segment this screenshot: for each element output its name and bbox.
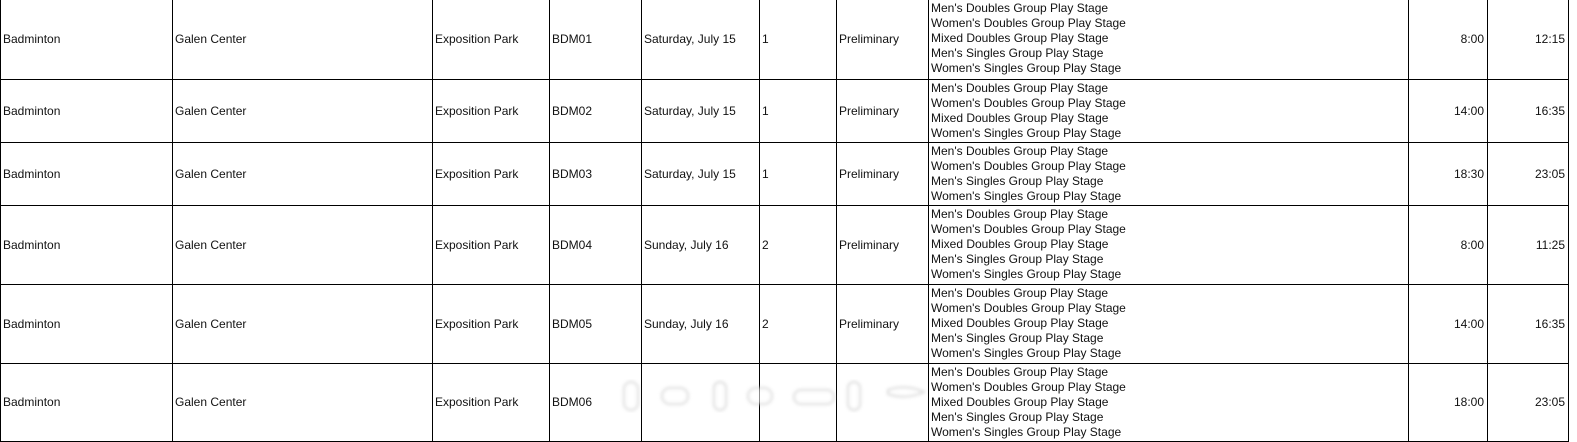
event-line: Mixed Doubles Group Play Stage	[931, 237, 1109, 251]
sport-cell: Badminton	[1, 364, 173, 442]
events-cell	[929, 285, 1409, 364]
zone-cell: Exposition Park	[433, 364, 550, 442]
event-line: Men's Singles Group Play Stage	[931, 331, 1104, 345]
sport-cell: Badminton	[1, 143, 173, 206]
event-line: Women's Doubles Group Play Stage	[931, 380, 1126, 394]
start-time-cell: 8:00	[1409, 206, 1488, 285]
events-cell	[929, 80, 1409, 143]
end-time-cell: 23:05	[1488, 143, 1569, 206]
event-line: Women's Doubles Group Play Stage	[931, 96, 1126, 110]
sport-cell: Badminton	[1, 285, 173, 364]
event-line: Women's Singles Group Play Stage	[931, 61, 1122, 75]
day-cell: 1	[760, 143, 837, 206]
end-time-cell: 16:35	[1488, 80, 1569, 143]
event-line: Men's Doubles Group Play Stage	[931, 1, 1109, 15]
event-line: Mixed Doubles Group Play Stage	[931, 111, 1109, 125]
table-row	[1, 143, 1569, 206]
event-line: Women's Singles Group Play Stage	[931, 425, 1122, 439]
event-line: Women's Doubles Group Play Stage	[931, 16, 1126, 30]
end-time-cell: 11:25	[1488, 206, 1569, 285]
session-code-cell: BDM06	[550, 364, 642, 442]
phase-cell: Preliminary	[837, 285, 929, 364]
event-line: Women's Doubles Group Play Stage	[931, 222, 1126, 236]
zone-cell: Exposition Park	[433, 285, 550, 364]
start-time-cell: 18:00	[1409, 364, 1488, 442]
phase-cell: Preliminary	[837, 206, 929, 285]
sport-cell: Badminton	[1, 0, 173, 80]
phase-cell: Preliminary	[837, 0, 929, 80]
event-line: Men's Singles Group Play Stage	[931, 46, 1104, 60]
session-code-cell: BDM04	[550, 206, 642, 285]
event-line: Men's Singles Group Play Stage	[931, 410, 1104, 424]
date-cell	[642, 364, 760, 442]
event-line: Men's Doubles Group Play Stage	[931, 81, 1109, 95]
event-line: Women's Singles Group Play Stage	[931, 189, 1122, 203]
day-cell: 1	[760, 0, 837, 80]
venue-cell: Galen Center	[173, 0, 433, 80]
phase-cell: Preliminary	[837, 143, 929, 206]
day-cell	[760, 364, 837, 442]
zone-cell: Exposition Park	[433, 206, 550, 285]
events-cell	[929, 143, 1409, 206]
date-cell: Saturday, July 15	[642, 143, 760, 206]
event-line: Men's Doubles Group Play Stage	[931, 207, 1109, 221]
start-time-cell: 14:00	[1409, 80, 1488, 143]
date-cell: Sunday, July 16	[642, 285, 760, 364]
venue-cell: Galen Center	[173, 143, 433, 206]
table-row	[1, 206, 1569, 285]
event-line: Men's Singles Group Play Stage	[931, 174, 1104, 188]
date-cell: Sunday, July 16	[642, 206, 760, 285]
table-row	[1, 285, 1569, 364]
event-line: Women's Doubles Group Play Stage	[931, 159, 1126, 173]
event-line: Mixed Doubles Group Play Stage	[931, 395, 1109, 409]
end-time-cell: 12:15	[1488, 0, 1569, 80]
event-line: Men's Doubles Group Play Stage	[931, 365, 1109, 379]
venue-cell: Galen Center	[173, 285, 433, 364]
event-line: Women's Doubles Group Play Stage	[931, 301, 1126, 315]
events-cell	[929, 364, 1409, 442]
event-line: Women's Singles Group Play Stage	[931, 126, 1122, 140]
events-cell	[929, 206, 1409, 285]
date-cell: Saturday, July 15	[642, 80, 760, 143]
session-code-cell: BDM05	[550, 285, 642, 364]
event-line: Men's Doubles Group Play Stage	[931, 286, 1109, 300]
zone-cell: Exposition Park	[433, 0, 550, 80]
phase-cell: Preliminary	[837, 80, 929, 143]
zone-cell: Exposition Park	[433, 80, 550, 143]
event-line: Men's Doubles Group Play Stage	[931, 144, 1109, 158]
venue-cell: Galen Center	[173, 364, 433, 442]
session-code-cell: BDM01	[550, 0, 642, 80]
day-cell: 1	[760, 80, 837, 143]
venue-cell: Galen Center	[173, 206, 433, 285]
table-row	[1, 364, 1569, 442]
session-code-cell: BDM03	[550, 143, 642, 206]
event-line: Men's Singles Group Play Stage	[931, 252, 1104, 266]
start-time-cell: 18:30	[1409, 143, 1488, 206]
sport-cell: Badminton	[1, 80, 173, 143]
session-code-cell: BDM02	[550, 80, 642, 143]
start-time-cell: 14:00	[1409, 285, 1488, 364]
day-cell: 2	[760, 285, 837, 364]
end-time-cell: 16:35	[1488, 285, 1569, 364]
event-line: Mixed Doubles Group Play Stage	[931, 316, 1109, 330]
schedule-table-body	[1, 0, 1569, 442]
venue-cell: Galen Center	[173, 80, 433, 143]
zone-cell: Exposition Park	[433, 143, 550, 206]
table-row	[1, 0, 1569, 80]
end-time-cell: 23:05	[1488, 364, 1569, 442]
date-cell: Saturday, July 15	[642, 0, 760, 80]
event-line: Women's Singles Group Play Stage	[931, 267, 1122, 281]
start-time-cell: 8:00	[1409, 0, 1488, 80]
day-cell: 2	[760, 206, 837, 285]
phase-cell	[837, 364, 929, 442]
sport-cell: Badminton	[1, 206, 173, 285]
event-line: Women's Singles Group Play Stage	[931, 346, 1122, 360]
table-row	[1, 80, 1569, 143]
event-line: Mixed Doubles Group Play Stage	[931, 31, 1109, 45]
events-cell	[929, 0, 1409, 80]
